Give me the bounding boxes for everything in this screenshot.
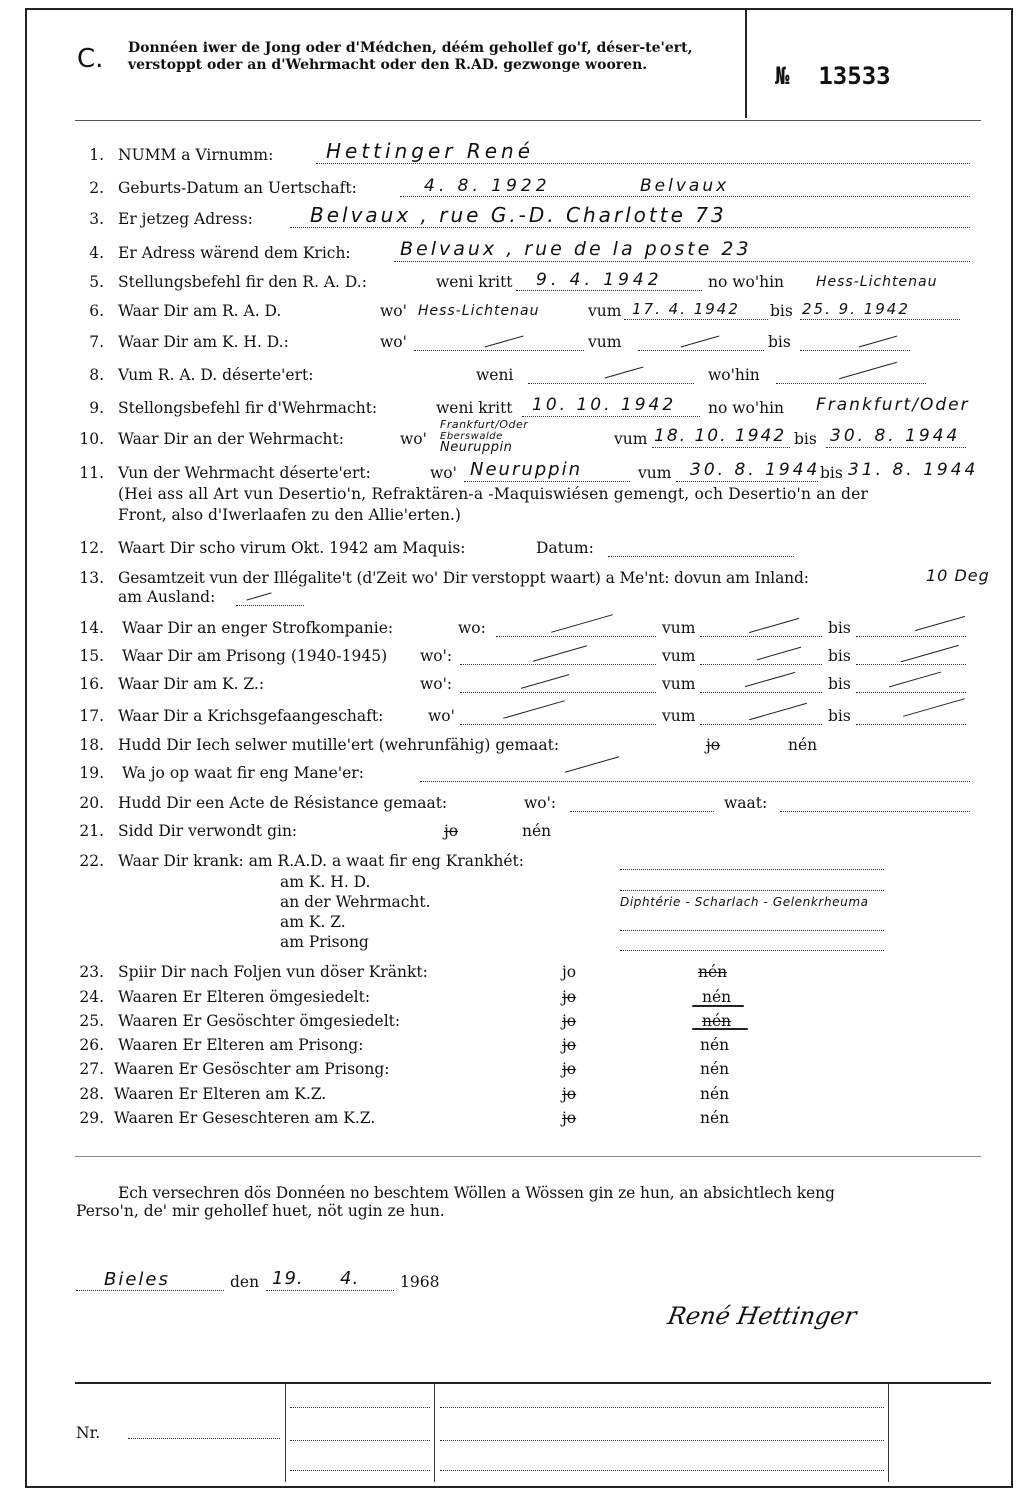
note-line: (Hei ass all Art vun Desertio'n, Refraktären-a -Maquiswiésen gemengt, och Desertio'n an der — [118, 485, 869, 503]
field-label: wo': — [420, 647, 453, 665]
rad-order-date[interactable]: 9. 4. 1942 — [536, 270, 663, 290]
wehrmacht-order-date[interactable]: 10. 10. 1942 — [532, 395, 677, 415]
question-number: 8. — [89, 366, 104, 384]
field-label: am Prisong — [280, 933, 369, 951]
field-label: weni kritt — [436, 273, 513, 291]
header-rule — [75, 120, 981, 121]
field-label: am K. H. D. — [280, 873, 371, 891]
question-number: 3. — [89, 210, 104, 228]
header-separator — [745, 8, 747, 118]
answer-yes-struck[interactable]: jo — [562, 1060, 577, 1078]
question-label: Gesamtzeit vun der Illégalite't (d'Zeit wo' Dir verstoppt waart) a Me'nt: dovun am Inland: — [118, 569, 809, 587]
question-number: 23. — [79, 963, 104, 981]
declaration-line: Perso'n, de' mir gehollef huet, nöt ugin ze hun. — [76, 1202, 445, 1220]
birth-date-value[interactable]: 4. 8. 1922 — [424, 176, 551, 196]
question-label: Waar Dir krank: am R.A.D. a waat fir eng Krankhét: — [118, 852, 524, 870]
day-value[interactable]: 19. — [272, 1268, 304, 1289]
section-divider — [75, 1156, 981, 1157]
wehrmacht-from[interactable]: 18. 10. 1942 — [654, 426, 787, 446]
wehrmacht-to[interactable]: 30. 8. 1944 — [830, 426, 961, 446]
question-label: Wa jo op waat fir eng Mane'er: — [122, 764, 364, 782]
rad-to[interactable]: 25. 9. 1942 — [802, 300, 910, 318]
question-number: 24. — [79, 988, 104, 1006]
form-title: Donnéen iwer de Jong oder d'Médchen, déém gehollef go'f, déser-te'ert, verstoppt oder an d'Wehrmacht oder den R.AD. gezwonge wooren. — [128, 40, 693, 73]
question-number: 15. — [79, 647, 104, 665]
answer-yes-struck[interactable]: jo — [444, 822, 459, 840]
answer-no[interactable]: nén — [522, 822, 552, 840]
den-label: den — [230, 1273, 260, 1291]
section-letter: C. — [77, 44, 104, 74]
question-number: 9. — [89, 399, 104, 417]
field-label: wo'hin — [708, 366, 760, 384]
question-label: Geburts-Datum an Uertschaft: — [118, 179, 357, 197]
question-label: Vum R. A. D. déserte'ert: — [118, 366, 314, 384]
question-label: Waaren Er Elteren am Prisong: — [118, 1036, 364, 1054]
question-label: NUMM a Virnumm: — [118, 146, 274, 164]
field-label: wo: — [458, 619, 486, 637]
question-number: 6. — [89, 302, 104, 320]
field-label: am K. Z. — [280, 913, 346, 931]
field-label: bis — [828, 675, 851, 693]
year-value: 1968 — [400, 1273, 440, 1291]
rad-place[interactable]: Hess-Lichtenau — [418, 303, 540, 319]
question-number: 25. — [79, 1012, 104, 1030]
question-label: Er jetzeg Adress: — [118, 210, 253, 228]
field-label: bis — [768, 333, 791, 351]
question-number: 7. — [89, 333, 104, 351]
field-label: vum — [588, 302, 622, 320]
place-value[interactable]: Bieles — [104, 1269, 170, 1290]
form-number — [775, 62, 891, 90]
question-number: 11. — [79, 464, 104, 482]
answer-yes-struck[interactable]: jo — [706, 736, 721, 754]
field-label: bis — [828, 647, 851, 665]
field-label: vum — [662, 675, 696, 693]
field-label: no wo'hin — [708, 273, 785, 291]
desertion-from[interactable]: 30. 8. 1944 — [690, 460, 821, 480]
question-label: Waaren Er Elteren am K.Z. — [114, 1085, 327, 1103]
field-label: am Ausland: — [118, 588, 216, 606]
question-number: 21. — [79, 822, 104, 840]
question-number: 22. — [79, 852, 104, 870]
question-label: Waar Dir am R. A. D. — [118, 302, 282, 320]
question-label: Stellungsbefehl fir den R. A. D.: — [118, 273, 367, 291]
field-label: vum — [588, 333, 622, 351]
note-line: Front, also d'Iwerlaafen zu den Allie'erten.) — [118, 506, 461, 524]
name-value[interactable]: Hettinger René — [326, 139, 535, 163]
answer-no[interactable]: nén — [700, 1036, 730, 1054]
field-label: vum — [614, 430, 648, 448]
field-label: Datum: — [536, 539, 594, 557]
question-number: 20. — [79, 794, 104, 812]
field-label: an der Wehrmacht. — [280, 893, 431, 911]
question-label: Waar Dir an enger Strofkompanie: — [122, 619, 394, 637]
field-label: vum — [662, 707, 696, 725]
question-number: 17. — [79, 707, 104, 725]
desertion-to[interactable]: 31. 8. 1944 — [848, 460, 979, 480]
question-label: Waart Dir scho virum Okt. 1942 am Maquis: — [118, 539, 466, 557]
question-number: 29. — [79, 1109, 104, 1127]
answer-no[interactable]: nén — [702, 988, 732, 1006]
field-label: vum — [662, 647, 696, 665]
number-sign: № — [775, 62, 790, 90]
desertion-place[interactable]: Neuruppin — [470, 459, 583, 480]
wehrmacht-place-2[interactable]: Eberswalde — [440, 431, 503, 442]
war-address-value[interactable]: Belvaux , rue de la poste 23 — [400, 238, 752, 260]
answer-yes-struck[interactable]: jo — [562, 1085, 577, 1103]
inland-duration[interactable]: 10 Deg — [926, 566, 990, 585]
question-label: Waar Dir an der Wehrmacht: — [118, 430, 344, 448]
nr-label: Nr. — [76, 1424, 101, 1442]
field-label: vum — [638, 464, 672, 482]
wehrmacht-order-place[interactable]: Frankfurt/Oder — [816, 395, 970, 415]
field-label: bis — [828, 707, 851, 725]
answer-yes[interactable]: jo — [562, 963, 577, 981]
question-label: Waar Dir am K. Z.: — [118, 675, 265, 693]
question-number: 2. — [89, 179, 104, 197]
question-label: Spiir Dir nach Foljen vun döser Kränkt: — [118, 963, 428, 981]
field-label: weni — [476, 366, 514, 384]
question-label: Waar Dir am K. H. D.: — [118, 333, 289, 351]
question-number: 27. — [79, 1060, 104, 1078]
field-label: bis — [770, 302, 793, 320]
question-label: Vun der Wehrmacht déserte'ert: — [118, 464, 371, 482]
question-label: Sidd Dir verwondt gin: — [118, 822, 298, 840]
question-label: Stellongsbefehl fir d'Wehrmacht: — [118, 399, 378, 417]
answer-yes-struck[interactable]: jo — [562, 1109, 577, 1127]
field-label: bis — [794, 430, 817, 448]
rad-order-place[interactable]: Hess-Lichtenau — [816, 274, 938, 290]
field-label: wo' — [380, 302, 407, 320]
question-number: 10. — [79, 430, 104, 448]
answer-yes-struck[interactable]: jo — [562, 1012, 577, 1030]
field-label: wo' — [400, 430, 427, 448]
question-number: 1. — [89, 146, 104, 164]
question-number: 28. — [79, 1085, 104, 1103]
question-number: 19. — [79, 764, 104, 782]
footer-rule — [75, 1382, 991, 1384]
field-label: vum — [662, 619, 696, 637]
question-label: Waaren Er Elteren ömgesiedelt: — [118, 988, 371, 1006]
field-label: waat: — [724, 794, 768, 812]
question-label: Hudd Dir Iech selwer mutille'ert (wehrunfähig) gemaat: — [118, 736, 560, 754]
field-label: wo': — [420, 675, 453, 693]
declaration-line: Ech versechren dös Donnéen no beschtem Wöllen a Wössen gin ze hun, an absichtlech keng — [118, 1184, 835, 1202]
wehrmacht-place-3[interactable]: Neuruppin — [440, 440, 513, 455]
question-label: Er Adress wärend dem Krich: — [118, 244, 351, 262]
illness-value[interactable]: Diphtérie - Scharlach - Gelenkrheuma — [620, 895, 869, 909]
field-label: weni kritt — [436, 399, 513, 417]
question-label: Waaren Er Geseschteren am K.Z. — [114, 1109, 376, 1127]
signature: René Hettinger — [665, 1302, 859, 1330]
question-number: 26. — [79, 1036, 104, 1054]
question-label: Waar Dir am Prisong (1940-1945) — [122, 647, 388, 665]
field-label: wo' — [430, 464, 457, 482]
question-number: 14. — [79, 619, 104, 637]
wehrmacht-place-1[interactable]: Frankfurt/Oder — [440, 418, 529, 431]
answer-no-struck[interactable]: nén — [702, 1012, 732, 1030]
field-label: bis — [828, 619, 851, 637]
field-label: wo' — [380, 333, 407, 351]
field-label: bis — [820, 464, 843, 482]
question-label: Waar Dir a Krichsgefaangeschaft: — [118, 707, 384, 725]
answer-no[interactable]: nén — [700, 1109, 730, 1127]
answer-no[interactable]: nén — [788, 736, 818, 754]
question-number: 5. — [89, 273, 104, 291]
question-number: 4. — [89, 244, 104, 262]
question-number: 18. — [79, 736, 104, 754]
field-label: no wo'hin — [708, 399, 785, 417]
rad-from[interactable]: 17. 4. 1942 — [632, 300, 740, 318]
answer-no[interactable]: nén — [700, 1085, 730, 1103]
answer-yes-struck[interactable]: jo — [562, 988, 577, 1006]
answer-yes-struck[interactable]: jo — [562, 1036, 577, 1054]
question-label: Waaren Er Gesöschter am Prisong: — [114, 1060, 390, 1078]
question-number: 12. — [79, 539, 104, 557]
field-label: wo' — [428, 707, 455, 725]
field-label: wo': — [524, 794, 557, 812]
current-address-value[interactable]: Belvaux , rue G.-D. Charlotte 73 — [310, 203, 727, 227]
question-number: 13. — [79, 569, 104, 587]
question-number: 16. — [79, 675, 104, 693]
question-label: Waaren Er Gesöschter ömgesiedelt: — [118, 1012, 401, 1030]
answer-no-struck[interactable]: nén — [698, 963, 728, 981]
birth-place-value[interactable]: Belvaux — [640, 176, 730, 196]
month-value[interactable]: 4. — [340, 1268, 360, 1289]
answer-no[interactable]: nén — [700, 1060, 730, 1078]
question-label: Hudd Dir een Acte de Résistance gemaat: — [118, 794, 448, 812]
number-value: 13533 — [818, 62, 891, 90]
